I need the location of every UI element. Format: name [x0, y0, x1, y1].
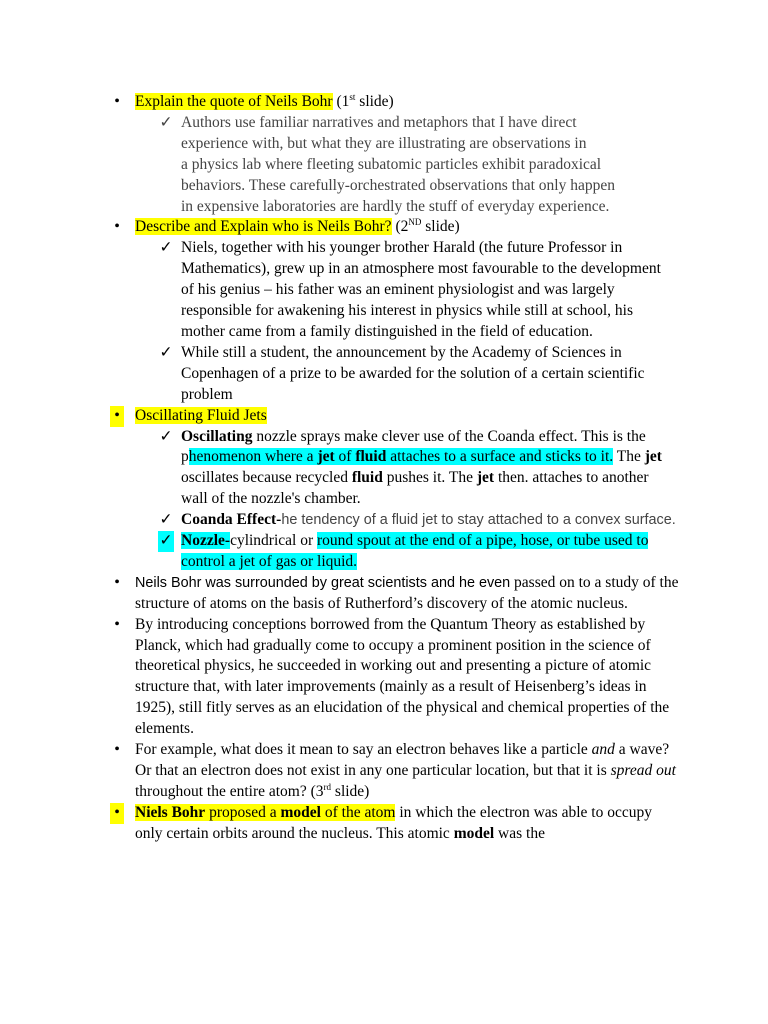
sub-list-item — [0, 510, 676, 531]
text: pushes it. The — [382, 469, 477, 487]
highlighted-text: round spout at the end of a pipe, hose, or tube used to control a jet of gas or liquid. — [181, 532, 649, 570]
text: slide) — [331, 782, 370, 800]
text-line: in expensive laboratories are hardly the stuff of everyday experience. — [181, 197, 610, 215]
highlighted-text: henomenon where a — [188, 448, 318, 466]
definition-text: he tendency of a fluid jet to stay attached to a convex surface. — [281, 512, 676, 529]
bold-term: jet — [317, 448, 335, 466]
text: slide) — [355, 93, 394, 110]
bold-term: Niels Bohr — [135, 803, 206, 821]
text: a wave? Or that an electron does not exist in any one particular location, but that it is — [135, 741, 670, 779]
list-item — [0, 217, 680, 238]
checkmark-icon: ✓ — [159, 113, 173, 131]
emphasis-text: and — [591, 741, 615, 759]
bold-term: model — [280, 803, 321, 821]
bold-term: Nozzle- — [181, 532, 231, 550]
list-item — [0, 573, 680, 615]
bullet-icon: • — [110, 406, 124, 427]
text: slide) — [421, 218, 460, 236]
text: cylindrical or — [230, 532, 318, 550]
list-item — [0, 406, 680, 427]
text: then. attaches to another wall of the nozzle's chamber. — [181, 469, 649, 508]
text-line: experience with, but what they are illustrating are observations in — [181, 134, 587, 152]
checkmark-icon: ✓ — [158, 531, 174, 552]
bold-term: fluid — [351, 469, 383, 487]
document-body — [0, 92, 768, 845]
sub-list-item — [0, 113, 676, 218]
text: was the — [494, 824, 545, 842]
bullet-icon: • — [114, 615, 120, 633]
sub-list-item — [0, 343, 676, 406]
text: passed on to a study of the structure of atoms on the basis of Rutherford’s discovery of the atomic nucleus. — [135, 573, 679, 612]
bold-term: Oscillating — [181, 427, 253, 445]
checkmark-icon: ✓ — [159, 239, 173, 257]
text: Niels, together with his younger brother Harald (the future Professor in Mathematics), grew up in an atmosphere most favourable to the development of his genius – his father was an eminent physiologist and was largely responsible for awakening his interest in physics while still at school, his mother came from a family distinguished in the field of education. — [181, 239, 661, 340]
bold-term: fluid — [355, 448, 387, 466]
bullet-icon: • — [114, 741, 120, 759]
superscript: rd — [323, 781, 332, 792]
text: (1 — [332, 93, 350, 110]
highlighted-text: Explain the quote of Neils Bohr — [135, 93, 333, 110]
bullet-icon: • — [114, 93, 120, 110]
text-line: Authors use familiar narratives and metaphors that I have direct — [181, 113, 577, 131]
sub-list-item — [0, 531, 676, 573]
highlighted-text: proposed a — [205, 803, 281, 821]
list-item — [0, 92, 680, 113]
bullet-icon: • — [110, 803, 124, 824]
bullet-icon: • — [114, 573, 120, 591]
bold-term: model — [453, 824, 495, 842]
text: nozzle sprays make clever use of the Coanda effect. This is the p — [181, 427, 646, 466]
text: oscillates because recycled — [181, 469, 352, 487]
highlighted-text: of — [334, 448, 356, 466]
sub-list-item — [0, 427, 676, 511]
bold-term: jet — [644, 448, 662, 466]
text: in which the electron was able to occupy only certain orbits around the nucleus. This atomic — [135, 803, 652, 842]
text: Neils Bohr was surrounded by great scientists and he even — [135, 574, 511, 591]
text: For example, what does it mean to say an electron behaves like a particle — [135, 741, 592, 759]
bold-term: Coanda Effect- — [181, 511, 282, 529]
text-line: a physics lab where fleeting subatomic particles exhibit paradoxical — [181, 155, 602, 173]
list-item — [0, 803, 680, 845]
checkmark-icon: ✓ — [159, 511, 173, 529]
list-item — [0, 740, 680, 803]
highlighted-text: Describe and Explain who is Neils Bohr? — [135, 218, 392, 236]
sub-list-item — [0, 238, 676, 343]
bullet-icon: • — [114, 218, 120, 236]
checkmark-icon: ✓ — [159, 343, 173, 361]
bold-term: jet — [476, 469, 495, 487]
text: (2 — [391, 218, 409, 236]
emphasis-text: spread out — [610, 762, 676, 779]
highlighted-text: of the atom — [320, 803, 396, 821]
text: While still a student, the announcement by the Academy of Sciences in Copenhagen of a prize to be awarded for the solution of a certain scientific problem — [181, 343, 645, 403]
text: By introducing conceptions borrowed from the Quantum Theory as established by Planck, which had gradually come to occupy a prominent position in the science of theoretical physics, he succeeded in working out and presenting a picture of atomic structure that, with later improvements (mainly as a result of Heisenberg’s ideas in 1925), still fitly serves as an elucidation of the physical and chemical properties of the elements. — [135, 615, 670, 738]
text: throughout the entire atom? (3 — [135, 782, 324, 800]
highlighted-text: attaches to a surface and sticks to it. — [386, 448, 614, 466]
list-item — [0, 615, 680, 740]
text-line: behaviors. These carefully-orchestrated observations that only happen — [181, 176, 615, 194]
checkmark-icon: ✓ — [159, 427, 173, 445]
highlighted-text: Oscillating Fluid Jets — [135, 406, 267, 424]
superscript: st — [349, 92, 356, 102]
text: The — [613, 448, 645, 466]
superscript: ND — [408, 217, 422, 228]
